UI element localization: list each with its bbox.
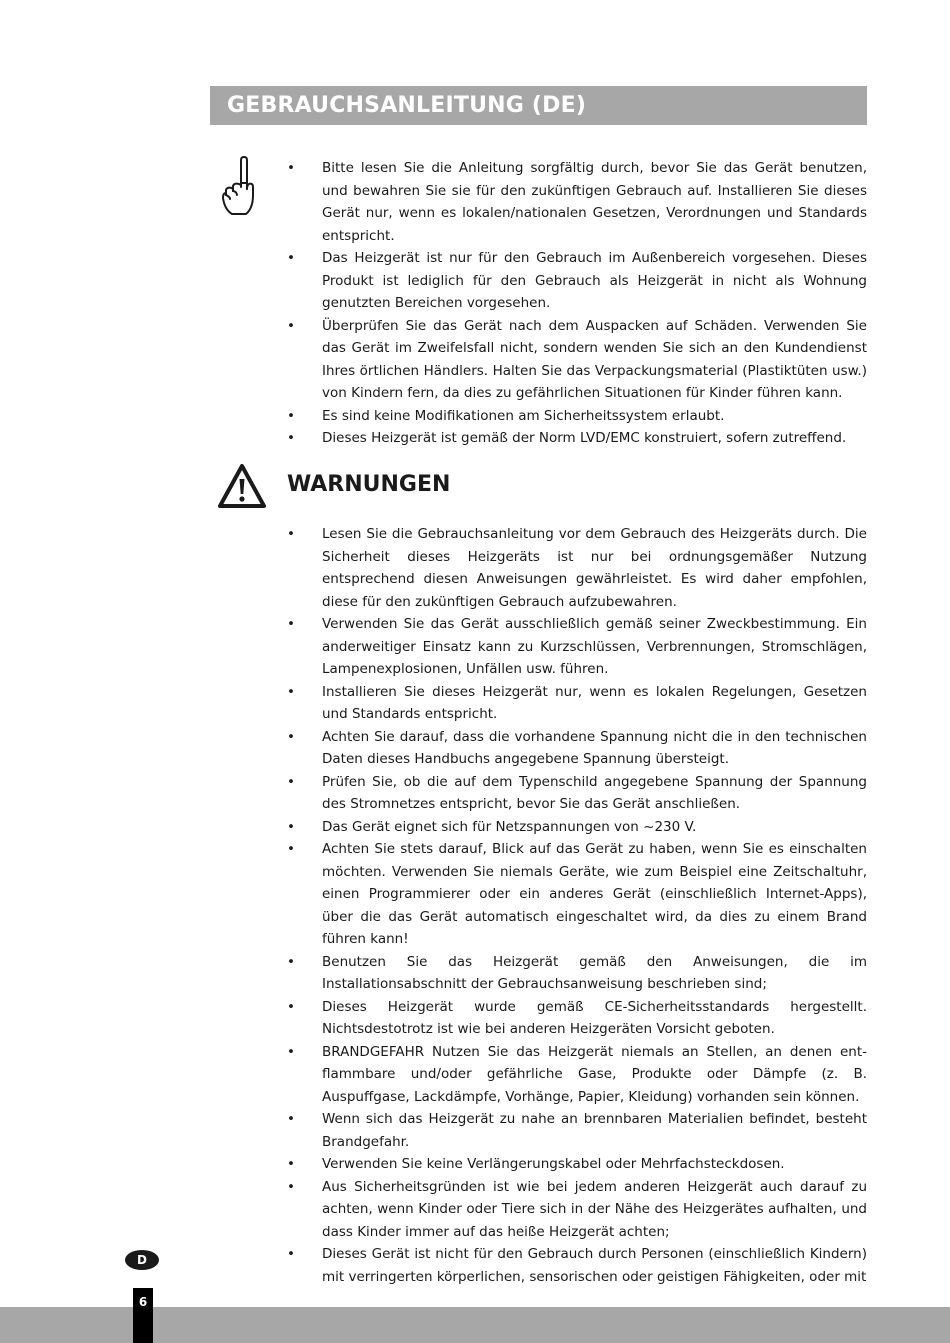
bullet-marker: • [287,317,295,334]
bullet-marker: • [287,160,295,176]
warnings-bullet-list [287,523,867,1288]
bullet-marker: • [287,953,295,970]
list-item-text: Das Gerät eignet sich für Netzspannungen von ~230 V. [322,818,697,835]
list-item-text: Installieren Sie dieses Heizgerät nur, wenn es lokalen Regelungen, Gesetzen und Standards entspricht. [322,683,867,722]
list-item-text: Verwenden Sie keine Verlängerungskabel oder Mehrfachsteckdosen. [322,1156,785,1172]
bullet-marker: • [287,1043,295,1060]
list-item-text: Überprüfen Sie das Gerät nach dem Auspacken auf Schäden. Verwenden Sie das Gerät im Zweifelsfall nicht, sondern wenden Sie sich an den Kundendienst Ihres örtlichen Händlers. Halten Sie das Verpackungsmaterial (Plastiktüten usw.) von Kindern fern, da dies zu gefährlichen Situationen für Kinder führen kann. [322,317,867,401]
bullet-marker: • [287,526,295,542]
section-header-bar [210,86,867,125]
list-item-text: Bitte lesen Sie die Anleitung sorgfältig durch, bevor Sie das Gerät benutzen, und bewahren Sie sie für den zukünftigen Gebrauch auf. Installieren Sie dieses Gerät nur, wenn es lokalen/nationalen Gesetzen, Verordnungen und Standards entspricht. [322,160,867,244]
list-item-text: Dieses Heizgerät wurde gemäß CE-Sicherheitsstandards hergestellt. Nichtsdestotrotz ist wie bei anderen Heizgeräten Vorsicht geboten. [322,998,867,1037]
list-item [287,838,867,951]
list-item-text: Es sind keine Modifikationen am Sicherheitssystem erlaubt. [322,407,725,424]
list-item-text: Achten Sie darauf, dass die vorhandene Spannung nicht die in den technischen Daten dieses Handbuchs angegebene Spannung übersteigt. [322,728,867,767]
intro-bullet-list [287,157,867,450]
list-item [287,613,867,681]
bullet-marker: • [287,773,295,790]
page-number: 6 [133,1288,153,1343]
list-item-text: Benutzen Sie das Heizgerät gemäß den Anweisungen, die im Installationsabschnitt der Gebrauchsanweisung beschrieben sind; [322,953,867,992]
warnings-heading: WARNUNGEN [287,472,451,497]
list-item [287,1153,867,1176]
list-item [287,726,867,771]
bullet-marker: • [287,998,295,1015]
list-item [287,1108,867,1153]
list-item-text: Achten Sie stets darauf, Blick auf das Gerät zu haben, wenn Sie es einschalten möchten. Verwenden Sie niemals Geräte, wie zum Beispiel eine Zeitschaltuhr, einen Programmierer oder ein anderes Gerät (einschließlich Internet-Apps), über die das Gerät automatisch eingeschaltet wird, da dies zu einem Brand führen kann! [322,841,867,947]
list-item [287,157,867,247]
bullet-marker: • [287,1246,295,1262]
language-badge: D [125,1250,159,1270]
list-item-text: Aus Sicherheitsgründen ist wie bei jedem anderen Heizgerät auch darauf zu achten, wenn Kinder oder Tiere sich in der Nähe des Heizgerätes aufhalten, und dass Kinder immer auf das heiße Heizgerät achten; [322,1178,867,1240]
list-item [287,1243,867,1288]
list-item [287,951,867,996]
list-item [287,1041,867,1109]
bullet-marker: • [287,728,295,745]
list-item [287,1176,867,1244]
list-item [287,681,867,726]
warning-triangle-icon [217,463,267,509]
bullet-marker: • [287,430,295,446]
list-item [287,405,867,428]
list-item-text: Prüfen Sie, ob die auf dem Typenschild angegebene Spannung der Spannung des Stromnetzes entspricht, bevor Sie das Gerät anschließen. [322,773,867,812]
list-item [287,816,867,839]
list-item-text: Lesen Sie die Gebrauchsanleitung vor dem Gebrauch des Heizgeräts durch. Die Sicherheit dieses Heizgeräts ist nur bei ordnungsgemäßer Nutzung entsprechend diesen Anweisungen gewährleistet. Es wird daher empfohlen, diese für den zukünftigen Gebrauch aufzubewahren. [322,526,867,610]
bullet-marker: • [287,616,295,632]
pointing-hand-icon [222,155,258,217]
list-item-text: Dieses Heizgerät ist gemäß der Norm LVD/EMC konstruiert, sofern zutreffend. [322,430,847,446]
list-item-text: Verwenden Sie das Gerät ausschließlich gemäß seiner Zweckbestimmung. Ein anderweitiger Einsatz kann zu Kurzschlüssen, Verbrennungen, Stromschlägen, Lampenexplosionen, Unfällen usw. führen. [322,616,867,677]
list-item [287,427,867,450]
list-item [287,247,867,315]
bullet-marker: • [287,1156,295,1172]
list-item-text: BRANDGEFAHR Nutzen Sie das Heizgerät niemals an Stellen, an denen entflammbare und/oder gefährliche Gase, Produkte oder Dämpfe (z. B. Auspuffgase, Lackdämpfe, Vorhänge, Papier, Kleidung) vorhanden sein können. [322,1043,867,1105]
bullet-marker: • [287,1178,295,1195]
list-item-text: Dieses Gerät ist nicht für den Gebrauch durch Personen (einschließlich Kindern) mit verringerten körperlichen, sensorischen oder geistigen Fähigkeiten, oder mit [322,1246,867,1285]
list-item-text: Wenn sich das Heizgerät zu nahe an brennbaren Materialien befindet, besteht Brandgefahr. [322,1111,867,1150]
bullet-marker: • [287,818,295,835]
list-item [287,315,867,405]
list-item [287,996,867,1041]
list-item [287,771,867,816]
bullet-marker: • [287,841,295,857]
bullet-marker: • [287,407,295,424]
bullet-marker: • [287,1111,295,1127]
page-title: GEBRAUCHSANLEITUNG (DE) [227,93,587,118]
list-item [287,523,867,613]
list-item-text: Das Heizgerät ist nur für den Gebrauch im Außenbereich vorgesehen. Dieses Produkt ist lediglich für den Gebrauch als Heizgerät in nicht als Wohnung genutzten Bereichen vorgesehen. [322,250,867,311]
bullet-marker: • [287,250,295,266]
bullet-marker: • [287,683,295,700]
